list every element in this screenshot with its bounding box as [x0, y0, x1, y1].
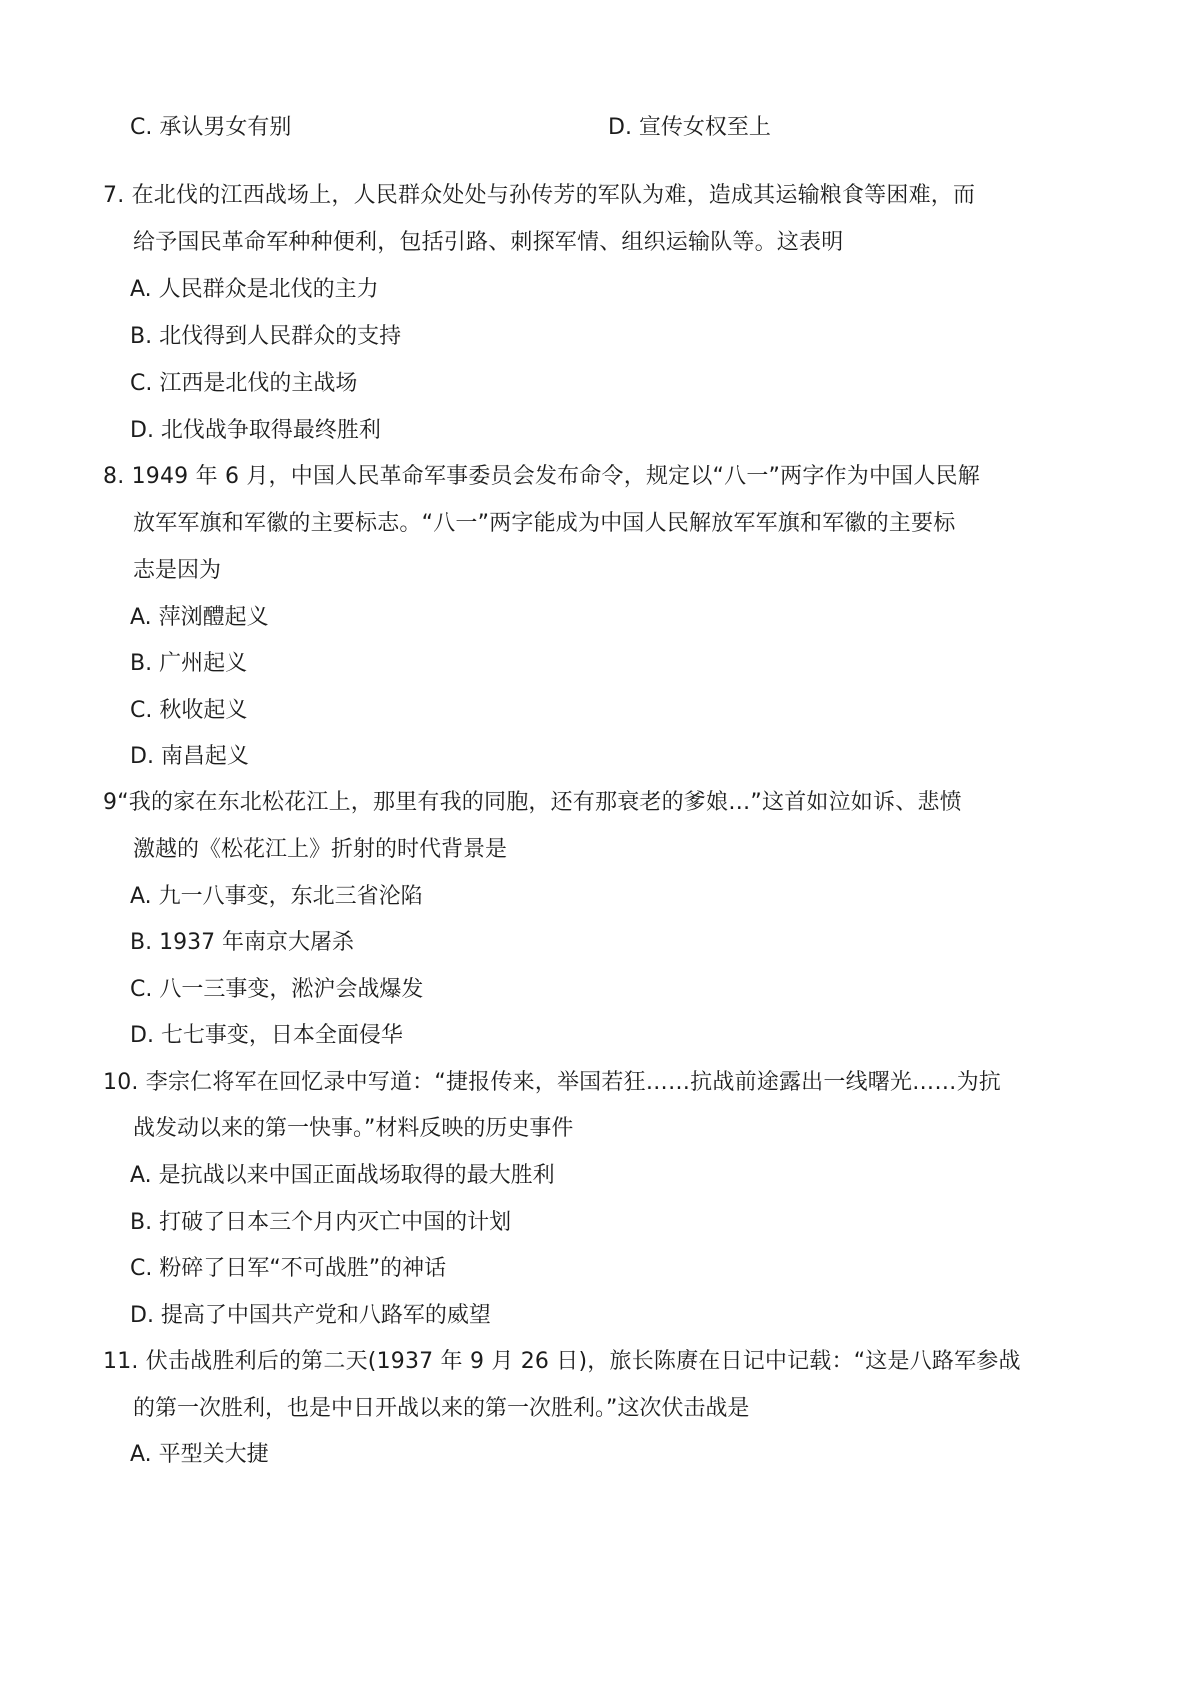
q10-option-b: B. 打破了日本三个月内灭亡中国的计划	[130, 1210, 512, 1235]
q9-option-c: C. 八一三事变，淞沪会战爆发	[130, 977, 424, 1002]
q11-stem-line-1: 11. 伏击战胜利后的第二天(1937 年 9 月 26 日)，旅长陈赓在日记中记载：“这是八路军参战	[103, 1349, 1021, 1374]
q10-option-a: A. 是抗战以来中国正面战场取得的最大胜利	[130, 1163, 555, 1188]
q11-option-a: A. 平型关大捷	[130, 1442, 269, 1467]
q9-stem-line-2: 激越的《松花江上》折射的时代背景是	[133, 837, 508, 862]
q7-stem-line-2: 给予国民革命军种种便利，包括引路、刺探军情、组织运输队等。这表明	[133, 230, 844, 255]
q7-option-b: B. 北伐得到人民群众的支持	[130, 324, 402, 349]
q7-stem-line-1: 7. 在北伐的江西战场上，人民群众处处与孙传芳的军队为难，造成其运输粮食等困难，而	[103, 183, 976, 208]
q8-option-c: C. 秋收起义	[130, 698, 248, 723]
q10-stem-line-1: 10. 李宗仁将军在回忆录中写道：“捷报传来，举国若狂……抗战前途露出一线曙光……为抗	[103, 1070, 1001, 1095]
q8-option-d: D. 南昌起义	[130, 744, 249, 769]
q7-option-d: D. 北伐战争取得最终胜利	[130, 418, 381, 443]
q8-option-b: B. 广州起义	[130, 651, 248, 676]
q6-option-c: C. 承认男女有别	[130, 115, 292, 140]
q11-stem-line-2: 的第一次胜利，也是中日开战以来的第一次胜利。”这次伏击战是	[133, 1396, 750, 1421]
q9-option-b: B. 1937 年南京大屠杀	[130, 930, 355, 955]
q9-option-a: A. 九一八事变，东北三省沦陷	[130, 884, 423, 909]
q8-stem-line-1: 8. 1949 年 6 月，中国人民革命军事委员会发布命令，规定以“八一”两字作为中国人民解	[103, 464, 980, 489]
q10-stem-line-2: 战发动以来的第一快事。”材料反映的历史事件	[133, 1116, 574, 1141]
q8-stem-line-3: 志是因为	[133, 558, 222, 583]
q7-option-c: C. 江西是北伐的主战场	[130, 371, 358, 396]
q10-option-c: C. 粉碎了日军“不可战胜”的神话	[130, 1256, 447, 1281]
q8-option-a: A. 萍浏醴起义	[130, 605, 269, 630]
q9-option-d: D. 七七事变，日本全面侵华	[130, 1023, 403, 1048]
q7-option-a: A. 人民群众是北伐的主力	[130, 277, 379, 302]
q9-stem-line-1: 9“我的家在东北松花江上，那里有我的同胞，还有那衰老的爹娘…”这首如泣如诉、悲愤	[103, 790, 962, 815]
q8-stem-line-2: 放军军旗和军徽的主要标志。“八一”两字能成为中国人民解放军军旗和军徽的主要标	[133, 511, 956, 536]
q6-option-d: D. 宣传女权至上	[608, 115, 771, 140]
q10-option-d: D. 提高了中国共产党和八路军的威望	[130, 1303, 491, 1328]
